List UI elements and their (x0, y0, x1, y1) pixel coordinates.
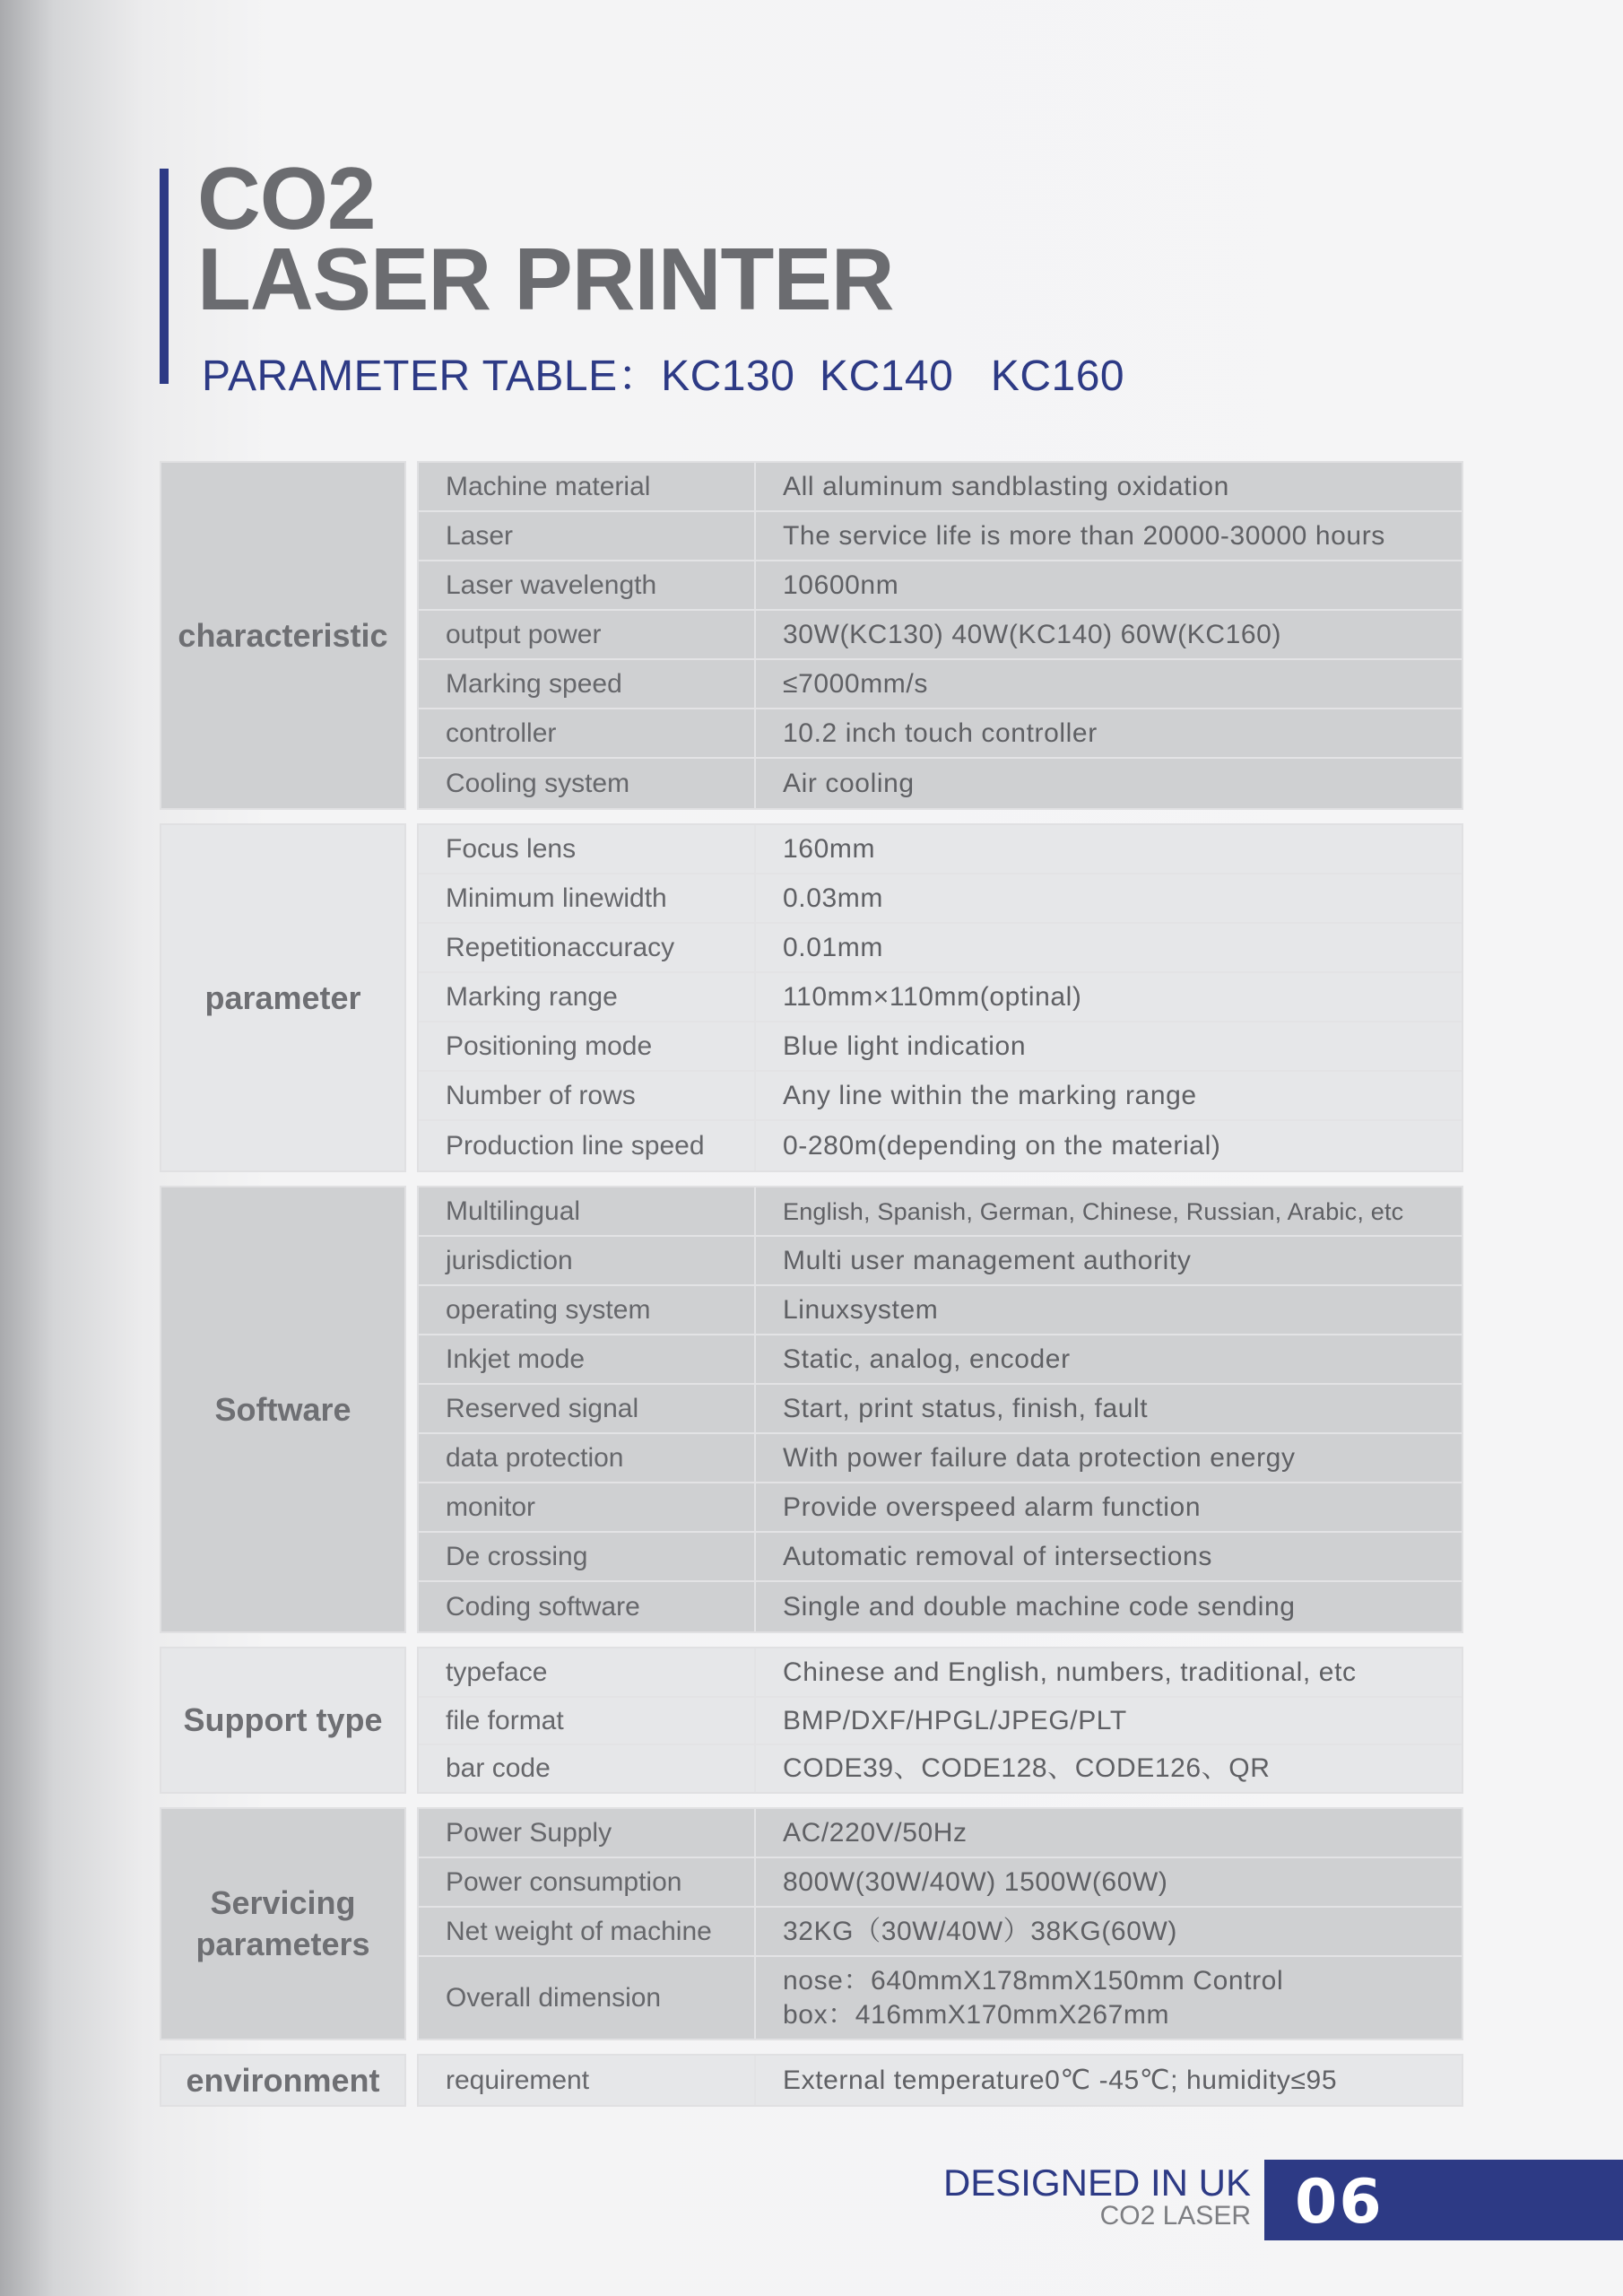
group-characteristic (160, 461, 1463, 810)
row-value: 110mm×110mm(optinal) (783, 981, 1082, 1012)
row-key: Laser wavelength (419, 561, 756, 609)
group-rows (417, 1807, 1463, 2040)
row-key: Multilingual (419, 1187, 756, 1235)
group-label: parameter (160, 823, 406, 1172)
row-key: bar code (419, 1745, 756, 1792)
row-key: Marking range (419, 973, 756, 1021)
row-value: 32KG（30W/40W）38KG(60W) (783, 1916, 1177, 1946)
group-rows (417, 1186, 1463, 1633)
table-row (419, 1533, 1462, 1582)
row-key: typeface (419, 1648, 756, 1696)
table-row (419, 825, 1462, 874)
group-rows (417, 2054, 1463, 2107)
row-value: Linuxsystem (783, 1294, 939, 1325)
group-rows (417, 1647, 1463, 1794)
table-row (419, 1335, 1462, 1385)
group-parameter (160, 823, 1463, 1172)
row-value: Air cooling (783, 768, 915, 798)
footer-main-text: DESIGNED IN UK (942, 2161, 1251, 2204)
row-key: controller (419, 709, 756, 757)
row-value: Any line within the marking range (783, 1080, 1197, 1110)
table-row (419, 1698, 1462, 1745)
row-value: 30W(KC130) 40W(KC140) 60W(KC160) (783, 619, 1282, 649)
row-value: 10.2 inch touch controller (783, 718, 1098, 748)
row-value: Static, analog, encoder (783, 1344, 1071, 1374)
row-value: ≤7000mm/s (783, 668, 928, 699)
group-label: Servicing parameters (160, 1807, 406, 2040)
page-title (197, 149, 894, 328)
table-row (419, 1648, 1462, 1698)
row-value: BMP/DXF/HPGL/JPEG/PLT (783, 1705, 1127, 1735)
table-row (419, 973, 1462, 1022)
row-value: External temperature0℃ -45℃; humidity≤95 (783, 2065, 1338, 2095)
row-value: nose：640mmX178mmX150mm Control box：416mmX170mmX267mm (783, 1965, 1284, 2030)
row-key: requirement (419, 2056, 756, 2105)
table-row (419, 1745, 1462, 1792)
row-key: monitor (419, 1483, 756, 1531)
row-key: Minimum linewidth (419, 874, 756, 922)
row-key: Production line speed (419, 1121, 756, 1170)
row-key: data protection (419, 1434, 756, 1482)
group-label: Software (160, 1186, 406, 1633)
row-key: Machine material (419, 463, 756, 510)
row-key: Marking speed (419, 660, 756, 708)
parameter-table (160, 461, 1463, 2120)
row-value: 160mm (783, 833, 876, 864)
row-value: Blue light indication (783, 1031, 1027, 1061)
row-key: Cooling system (419, 759, 756, 808)
table-row (419, 463, 1462, 512)
row-key: Number of rows (419, 1072, 756, 1119)
row-key: Repetitionaccuracy (419, 924, 756, 971)
row-key: Net weight of machine (419, 1908, 756, 1955)
table-row (419, 1858, 1462, 1908)
table-row (419, 611, 1462, 660)
row-value: Start, print status, finish, fault (783, 1393, 1149, 1423)
table-row (419, 1072, 1462, 1121)
row-value: AC/220V/50Hz (783, 1817, 968, 1848)
table-row (419, 1957, 1462, 2039)
row-key: output power (419, 611, 756, 658)
page-number-box (1264, 2160, 1623, 2240)
row-key: Coding software (419, 1582, 756, 1631)
table-row (419, 1582, 1462, 1631)
group-rows (417, 823, 1463, 1172)
row-value: Automatic removal of intersections (783, 1541, 1212, 1571)
row-key: jurisdiction (419, 1237, 756, 1284)
row-key: Power consumption (419, 1858, 756, 1906)
row-key: file format (419, 1698, 756, 1744)
table-row (419, 759, 1462, 808)
table-row (419, 1483, 1462, 1533)
row-value: 0-280m(depending on the material) (783, 1130, 1221, 1161)
table-row (419, 709, 1462, 759)
table-row (419, 1809, 1462, 1858)
row-value: Provide overspeed alarm function (783, 1492, 1202, 1522)
group-environment (160, 2054, 1463, 2107)
title-accent-bar (160, 169, 169, 384)
table-row (419, 874, 1462, 924)
group-support-type (160, 1647, 1463, 1794)
table-row (419, 660, 1462, 709)
row-key: Inkjet mode (419, 1335, 756, 1383)
table-row (419, 1385, 1462, 1434)
row-value: Multi user management authority (783, 1245, 1192, 1275)
row-value: Single and double machine code sending (783, 1591, 1296, 1622)
row-value: All aluminum sandblasting oxidation (783, 471, 1229, 501)
row-value: Chinese and English, numbers, traditional, etc (783, 1657, 1357, 1687)
row-value: 0.01mm (783, 932, 883, 962)
row-value: The service life is more than 20000-30000 hours (783, 520, 1385, 551)
table-row (419, 2056, 1462, 2105)
row-value: 0.03mm (783, 883, 883, 913)
row-key: Overall dimension (419, 1957, 756, 2039)
row-value: 800W(30W/40W) 1500W(60W) (783, 1866, 1168, 1897)
row-key: Positioning mode (419, 1022, 756, 1070)
row-key: De crossing (419, 1533, 756, 1580)
table-row (419, 1434, 1462, 1483)
row-key: Reserved signal (419, 1385, 756, 1432)
row-value: CODE39、CODE128、CODE126、QR (783, 1753, 1271, 1783)
table-row (419, 1237, 1462, 1286)
title-line-1: CO2 (197, 149, 376, 248)
row-key: operating system (419, 1286, 756, 1334)
table-row (419, 1187, 1462, 1237)
row-key: Focus lens (419, 825, 756, 873)
footer-sub-text: CO2 LASER (1099, 2201, 1251, 2231)
group-rows (417, 461, 1463, 810)
row-key: Power Supply (419, 1809, 756, 1857)
table-row (419, 1022, 1462, 1072)
table-row (419, 924, 1462, 973)
table-row (419, 1121, 1462, 1170)
group-label: Support type (160, 1647, 406, 1794)
group-label: environment (160, 2054, 406, 2107)
table-row (419, 1908, 1462, 1957)
title-line-2: LASER PRINTER (197, 230, 894, 328)
group-label: characteristic (160, 461, 406, 810)
row-value: 10600nm (783, 570, 899, 600)
page-subtitle: PARAMETER TABLE：KC130 KC140 KC160 (202, 352, 1125, 400)
footer-brand (943, 2161, 1251, 2231)
row-key: Laser (419, 512, 756, 560)
page-number: 06 (1295, 2167, 1384, 2238)
row-value: English, Spanish, German, Chinese, Russian, Arabic, etc (783, 1197, 1404, 1225)
group-software (160, 1186, 1463, 1633)
row-value: With power failure data protection energy (783, 1442, 1296, 1473)
table-row (419, 1286, 1462, 1335)
table-row (419, 561, 1462, 611)
group-servicing-parameters (160, 1807, 1463, 2040)
table-row (419, 512, 1462, 561)
